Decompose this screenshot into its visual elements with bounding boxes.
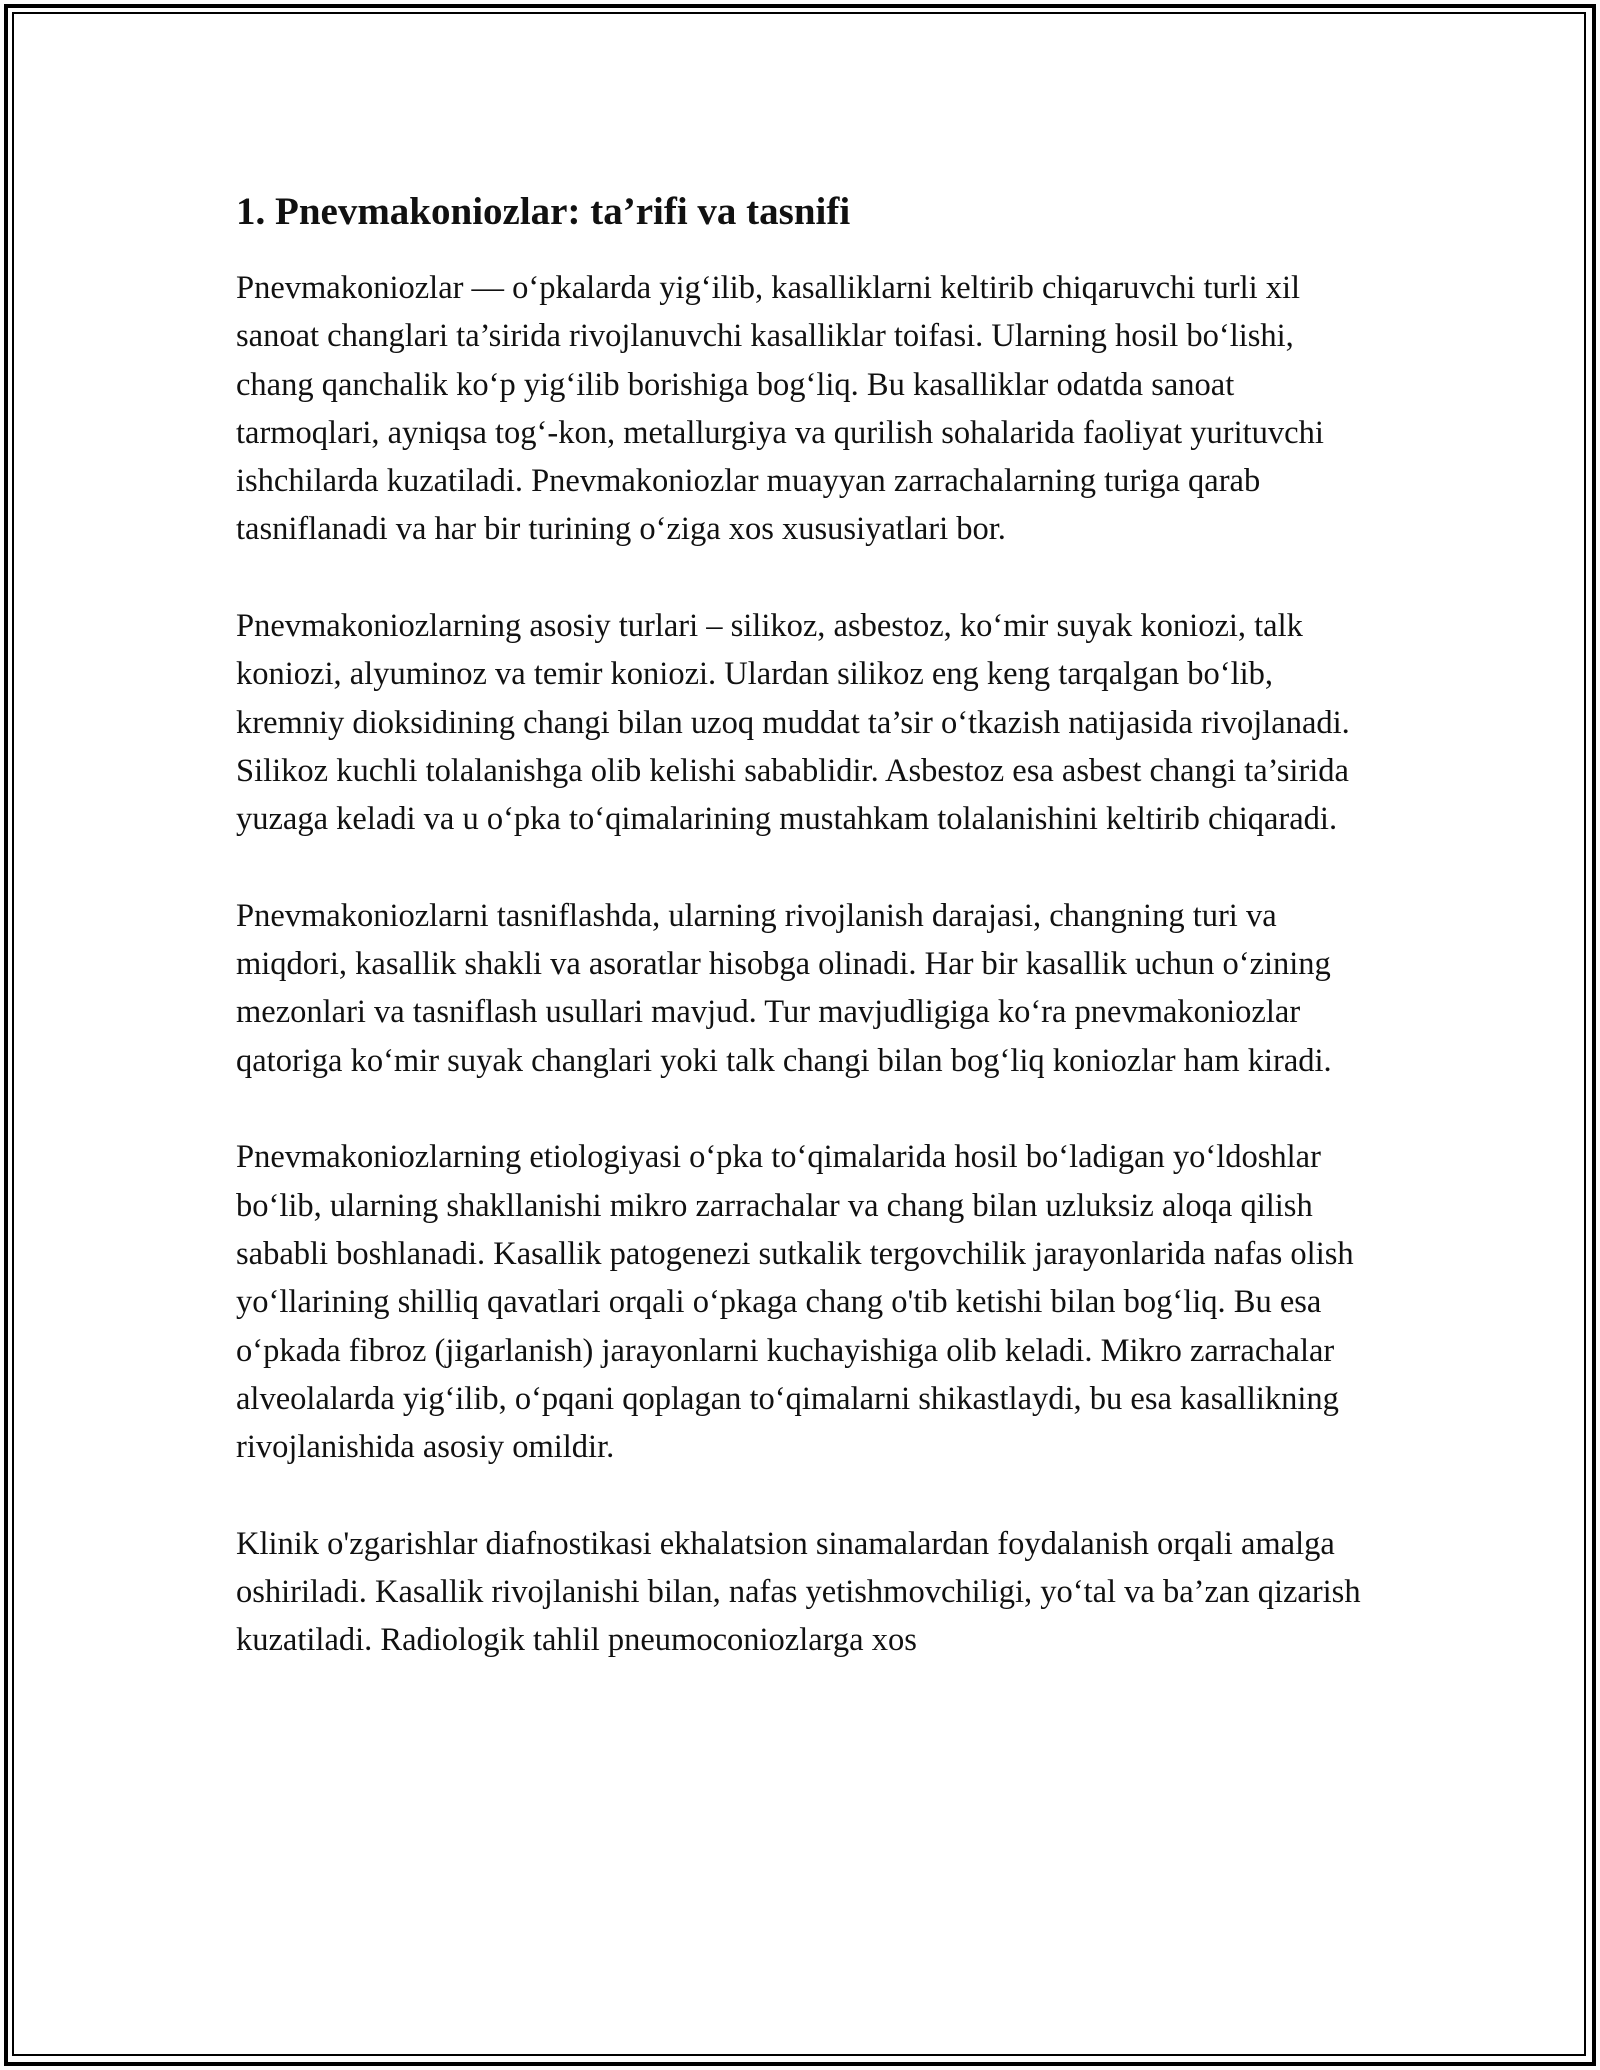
paragraph-clinical: Klinik o'zgarishlar diafnostikasi ekhalatsion sinamalardan foydalanish orqali amalga oshiriladi. Kasallik rivojlanishi bilan, nafas yetishmovchiligi, yoʻtal va ba’zan qizarish kuzatiladi. Radiologik tahlil pneumoconiozlarga xos [236, 1525, 1361, 1659]
paragraph-classification: Pnevmakoniozlarni tasniflashda, ularning rivojlanish darajasi, changning turi va miqdori, kasallik shakli va asoratlar hisobga olinadi. Har bir kasallik uchun oʻzining mezonlari va tasniflash usullari mavjud. Tur mavjudligiga koʻra pnevmakoniozlar qatoriga koʻmir suyak changlari yoki talk changi bilan bogʻliq koniozlar ham kiradi. [236, 897, 1332, 1079]
paragraph-etiology: Pnevmakoniozlarning etiologiyasi oʻpka toʻqimalarida hosil boʻladigan yoʻldoshlar boʻlib, ularning shakllanishi mikro zarrachalar va chang bilan uzluksiz aloqa qilish sababli boshlanadi. Kasallik patogenezi sutkalik tergovchilik jarayonlarida nafas olish yoʻllarining shilliq qavatlari orqali oʻpkaga chang o'tib ketishi bilan bogʻliq. Bu esa oʻpkada fibroz (jigarlanish) jarayonlarni kuchayishiga olib keladi. Mikro zarrachalar alveolalarda yigʻilib, oʻpqani qoplagan toʻqimalarni shikastlaydi, bu esa kasallikning rivojlanishida asosiy omildir. [236, 1139, 1354, 1466]
document-body [236, 186, 1376, 1713]
paragraph-types: Pnevmakoniozlarning asosiy turlari – silikoz, asbestoz, koʻmir suyak koniozi, talk koniozi, alyuminoz va temir koniozi. Ulardan silikoz eng keng tarqalgan boʻlib, kremniy dioksidining changi bilan uzoq muddat ta’sir oʻtkazish natijasida rivojlanadi. Silikoz kuchli tolalanishga olib kelishi sabablidir. Asbestoz esa asbest changi ta’sirida yuzaga keladi va u oʻpka toʻqimalarining mustahkam tolalanishini keltirib chiqaradi. [236, 608, 1350, 838]
paragraph-definition: Pnevmakoniozlar — oʻpkalarda yigʻilib, kasalliklarni keltirib chiqaruvchi turli xil sanoat changlari ta’sirida rivojlanuvchi kasalliklar toifasi. Ularning hosil boʻlishi, chang qanchalik koʻp yigʻilib borishiga bogʻliq. Bu kasalliklar odatda sanoat tarmoqlari, ayniqsa togʻ-kon, metallurgiya va qurilish sohalarida faoliyat yurituvchi ishchilarda kuzatiladi. Pnevmakoniozlar muayyan zarrachalarning turiga qarab tasniflanadi va har bir turining oʻziga xos xususiyatlari bor. [236, 270, 1324, 548]
section-heading: 1. Pnevmakoniozlar: ta’rifi va tasnifi [236, 190, 851, 233]
